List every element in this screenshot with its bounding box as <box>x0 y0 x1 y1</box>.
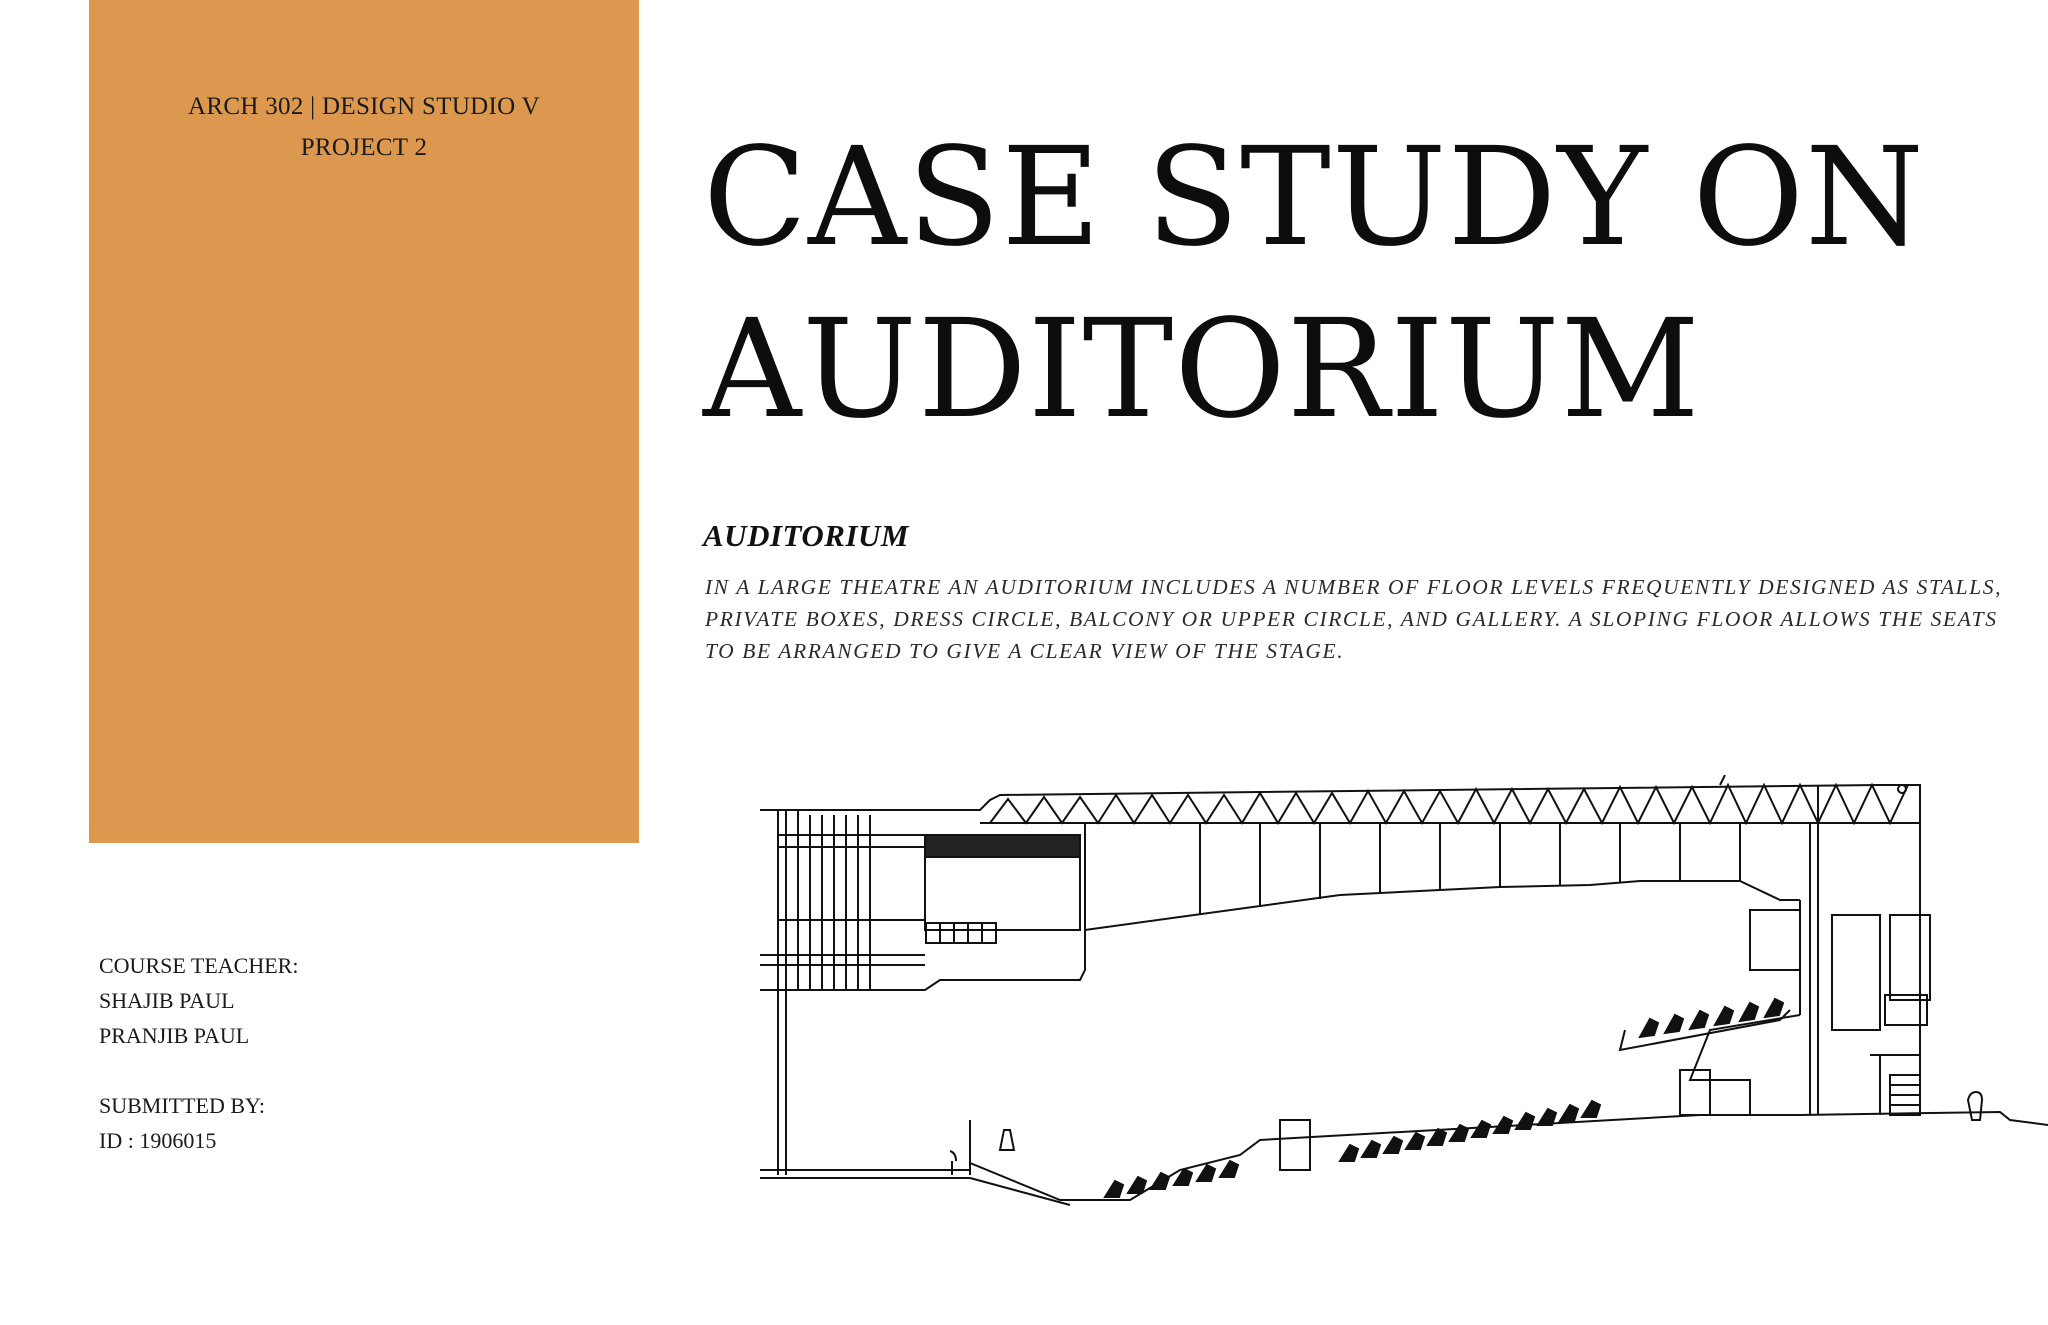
fly-tower <box>760 810 1085 1175</box>
course-code: ARCH 302 | DESIGN STUDIO V <box>188 93 540 120</box>
auditorium-section-drawing <box>740 775 2048 1215</box>
title-line-1: CASE STUDY ON <box>703 119 1925 277</box>
submitted-by-label: SUBMITTED BY: <box>99 1093 266 1118</box>
accent-panel <box>89 0 639 843</box>
course-teacher-label: COURSE TEACHER: <box>99 953 299 978</box>
ceiling-panels <box>1085 823 1800 970</box>
balcony <box>1620 999 1800 1115</box>
submission-block <box>99 1088 265 1158</box>
title-line-2: AUDITORIUM <box>703 291 1701 449</box>
rear-structure <box>1750 785 1930 1115</box>
section-heading: AUDITORIUM <box>703 518 909 553</box>
project-number: PROJECT 2 <box>300 134 428 161</box>
section-description: IN A LARGE THEATRE AN AUDITORIUM INCLUDES A NUMBER OF FLOOR LEVELS FREQUENTLY DESIGNED AS STALLS, PRIVATE BOXES, DRESS CIRCLE, BALCONY OR UPPER CIRCLE, AND GALLERY. A SLOPING FLOOR ALLOWS THE SEATS TO BE ARRANGED TO GIVE A CLEAR VIEW OF THE STAGE. <box>705 575 2003 663</box>
stalls-floor <box>760 1092 2048 1205</box>
teacher-name: PRANJIB PAUL <box>99 1023 250 1048</box>
student-id: ID : 1906015 <box>99 1128 217 1153</box>
course-teacher-block <box>99 948 298 1053</box>
teacher-name: SHAJIB PAUL <box>99 988 235 1013</box>
roof-truss <box>760 775 1920 823</box>
page-title <box>703 112 2003 456</box>
